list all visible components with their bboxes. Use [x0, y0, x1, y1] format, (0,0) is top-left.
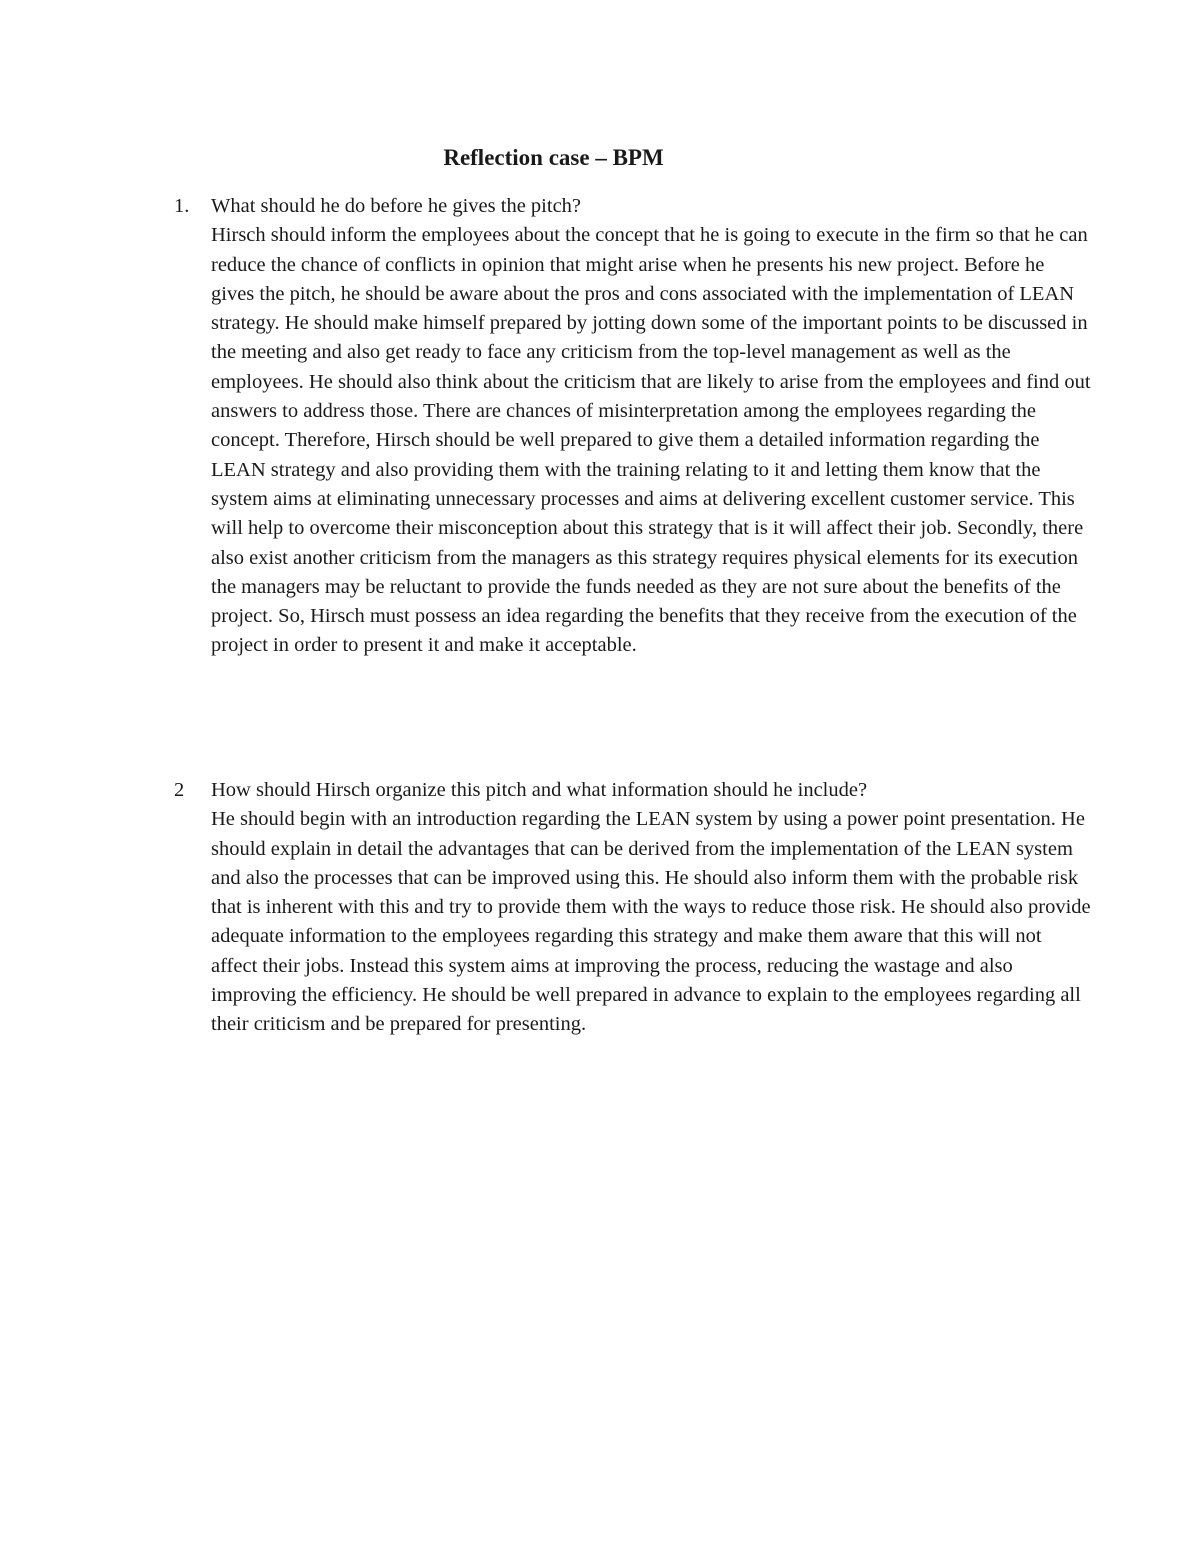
document-title: Reflection case – BPM — [443, 145, 664, 170]
question-text: How should Hirsch organize this pitch and what information should he include? — [211, 779, 868, 801]
question-number: 2 — [174, 779, 185, 801]
answer-text: Hirsch should inform the employees about the concept that he is going to execute in the firm so that he can reduce the chance of conflicts in opinion that might arise when he presents his new project. Before he gives the pitch, he should be aware about the pros and cons associated with the implementation of LEAN strategy. He should make himself prepared by jotting down some of the important points to be discussed in the meeting and also get ready to face any criticism from the top-level management as well as the employees. He should also think about the criticism that are likely to arise from the employees and find out answers to address those. There are chances of misinterpretation among the employees regarding the concept. Therefore, Hirsch should be well prepared to give them a detailed information regarding the LEAN strategy and also providing them with the training relating to it and letting them know that the system aims at eliminating unnecessary processes and aims at delivering excellent customer service. This will help to overcome their misconception about this strategy that is it will affect their job. Secondly, there also exist another criticism from the managers as this strategy requires physical elements for its execution the managers may be reluctant to provide the funds needed as they are not sure about the benefits of the project. So, Hirsch must possess an idea regarding the benefits that they receive from the execution of the project in order to present it and make it acceptable. — [211, 224, 1091, 657]
question-text: What should he do before he gives the pitch? — [211, 195, 582, 217]
question-item-2 — [174, 776, 1091, 1040]
answer-text: He should begin with an introduction regarding the LEAN system by using a power point presentation. He should explain in detail the advantages that can be derived from the implementation of the LEAN system and also the processes that can be improved using this. He should also inform them with the probable risk that is inherent with this and try to provide them with the ways to reduce those risk. He should also provide adequate information to the employees regarding this strategy and make them aware that this will not affect their jobs. Instead this system aims at improving the process, reducing the wastage and also improving the efficiency. He should be well prepared in advance to explain to the employees regarding all their criticism and be prepared for presenting. — [211, 808, 1091, 1036]
question-number: 1. — [174, 195, 190, 217]
question-item-1 — [174, 192, 1091, 661]
